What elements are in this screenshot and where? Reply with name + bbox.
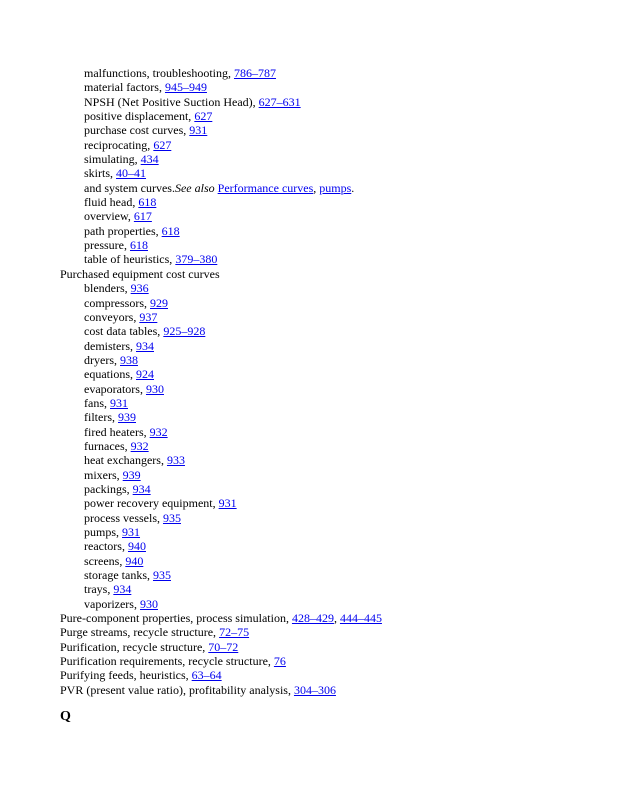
entry-text: screens, xyxy=(84,553,126,568)
page-ref-link[interactable]: 627–631 xyxy=(258,94,301,109)
index-subentry xyxy=(0,281,635,295)
entry-text: reciprocating, xyxy=(84,137,154,152)
index-subentry xyxy=(0,252,635,266)
page-ref-link[interactable]: 930 xyxy=(145,381,164,396)
entry-text: material factors, xyxy=(84,80,165,95)
page-ref-link[interactable]: 304–306 xyxy=(293,682,336,697)
entry-text: heat exchangers, xyxy=(84,453,167,468)
entry-text: Pure-component properties, process simulation, xyxy=(60,611,292,626)
index-subentry xyxy=(0,468,635,482)
index-subentry xyxy=(0,511,635,525)
page-ref-link[interactable]: 945–949 xyxy=(164,80,207,95)
entry-text: packings, xyxy=(84,481,133,496)
entry-text: conveyors, xyxy=(84,309,140,324)
page-ref-link[interactable]: 618 xyxy=(129,238,148,253)
page-ref-link[interactable]: 933 xyxy=(166,453,185,468)
page-ref-link[interactable]: 618 xyxy=(138,195,157,210)
index-subentry xyxy=(0,525,635,539)
page-ref-link[interactable]: 936 xyxy=(130,281,149,296)
entry-text: pumps, xyxy=(84,525,123,539)
index-subentry xyxy=(0,539,635,553)
entry-trail: . xyxy=(351,180,355,195)
index-subentry xyxy=(0,597,635,611)
entry-text: Purge streams, recycle structure, xyxy=(60,625,220,640)
index-subentry xyxy=(0,296,635,310)
page-ref-link[interactable]: 40–41 xyxy=(116,166,147,181)
entry-text: pressure, xyxy=(84,238,130,253)
entry-text: fired heaters, xyxy=(84,424,150,439)
index-subentry xyxy=(0,382,635,396)
index-subentry xyxy=(0,66,635,80)
index-entry xyxy=(0,640,635,654)
entry-text: compressors, xyxy=(84,295,150,310)
index-subentry xyxy=(0,582,635,596)
entry-text: positive displacement, xyxy=(84,109,195,124)
page-ref-link[interactable]: 940 xyxy=(127,539,146,554)
page-ref-link[interactable]: 932 xyxy=(149,424,168,439)
page-ref-link[interactable]: 940 xyxy=(125,553,144,568)
index-subentry xyxy=(0,95,635,109)
entry-text: simulating, xyxy=(84,152,141,167)
entry-text: purchase cost curves, xyxy=(84,123,190,138)
index-subentry xyxy=(0,138,635,152)
page-ref-link[interactable]: 930 xyxy=(139,596,158,611)
page-ref-link[interactable]: 379–380 xyxy=(175,252,218,267)
page-ref-link[interactable]: 428–429 xyxy=(291,611,334,626)
page-ref-link[interactable]: 786–787 xyxy=(233,66,276,80)
entry-text: NPSH (Net Positive Suction Head), xyxy=(84,94,259,109)
page-ref-link[interactable]: 935 xyxy=(162,510,181,525)
entry-text: equations, xyxy=(84,367,136,382)
see-also-label: See also xyxy=(174,180,215,195)
entry-text: table of heuristics, xyxy=(84,252,176,267)
index-entry xyxy=(0,654,635,668)
page-ref-link[interactable]: 924 xyxy=(136,367,154,382)
entry-text: dryers, xyxy=(84,352,120,367)
entry-text: storage tanks, xyxy=(84,568,153,583)
index-subentry xyxy=(0,224,635,238)
index-subentry xyxy=(0,439,635,453)
entry-text: PVR (present value ratio), profitability analysis, xyxy=(60,682,294,697)
page-ref-link[interactable]: 931 xyxy=(189,123,208,138)
index-entry xyxy=(0,683,635,697)
entry-text: cost data tables, xyxy=(84,324,164,339)
page-ref-link[interactable]: 931 xyxy=(110,395,128,410)
entry-text: mixers, xyxy=(84,467,123,482)
index-entry xyxy=(0,267,635,281)
index-subentry xyxy=(0,367,635,381)
entry-text: process vessels, xyxy=(84,510,163,525)
index-subentry xyxy=(0,453,635,467)
entry-text: fans, xyxy=(84,395,110,410)
entry-text: skirts, xyxy=(84,166,117,181)
index-subentry xyxy=(0,410,635,424)
page-ref-link[interactable]: 937 xyxy=(139,309,158,324)
page-ref-link[interactable]: 939 xyxy=(118,410,136,425)
page-ref-link[interactable]: 627 xyxy=(153,137,172,152)
page-ref-link[interactable]: 939 xyxy=(122,467,141,482)
page-ref-link[interactable]: pumps xyxy=(319,180,352,195)
index-entry xyxy=(0,625,635,639)
page-ref-link[interactable]: 63–64 xyxy=(191,668,222,683)
page-ref-link[interactable]: 627 xyxy=(194,109,213,124)
page-ref-link[interactable]: 931 xyxy=(122,525,141,539)
entry-text: filters, xyxy=(84,410,118,425)
entry-text: and system curves. xyxy=(84,180,175,195)
index-entry: Pure-component properties, process simulation, 428–429, 444–445 xyxy=(60,611,382,626)
index-subentry: and system curves.See also Performance curves, pumps. xyxy=(84,180,355,195)
entry-text: furnaces, xyxy=(84,438,131,453)
entry-text: path properties, xyxy=(84,223,162,238)
index-subentry xyxy=(0,238,635,252)
entry-text: blenders, xyxy=(84,281,131,296)
page-ref-link[interactable]: 934 xyxy=(132,481,151,496)
index-subentry xyxy=(0,482,635,496)
entry-text: demisters, xyxy=(84,338,136,353)
entry-text: power recovery equipment, xyxy=(84,496,219,511)
index-subentry xyxy=(0,324,635,338)
page-ref-link[interactable]: 929 xyxy=(150,295,168,310)
page-ref-link[interactable]: 618 xyxy=(161,223,180,238)
page-ref-link[interactable]: 934 xyxy=(136,338,154,353)
entry-text: trays, xyxy=(84,582,114,597)
index-subentry xyxy=(0,554,635,568)
page-ref-link[interactable]: 70–72 xyxy=(208,639,239,654)
entry-text: Purification requirements, recycle structure, xyxy=(60,654,274,669)
index-subentry xyxy=(0,568,635,582)
page-ref-link[interactable]: 932 xyxy=(130,438,149,453)
index-subentry xyxy=(0,123,635,137)
page-ref-link[interactable]: 434 xyxy=(140,152,159,167)
entry-text: Purifying feeds, heuristics, xyxy=(60,668,192,683)
entry-text: vaporizers, xyxy=(84,596,140,611)
page-ref-link[interactable]: 444–445 xyxy=(339,611,382,626)
index-subentry xyxy=(0,152,635,166)
entry-text: Purchased equipment cost curves xyxy=(60,266,220,281)
index-subentry xyxy=(0,209,635,223)
entry-text: fluid head, xyxy=(84,195,139,210)
index-subentry xyxy=(0,339,635,353)
index-subentry xyxy=(0,195,635,209)
index-subentry xyxy=(0,310,635,324)
index-list xyxy=(0,66,635,697)
index-entry xyxy=(0,668,635,682)
entry-text: evaporators, xyxy=(84,381,146,396)
index-subentry xyxy=(0,496,635,510)
page-ref-link[interactable]: 931 xyxy=(218,496,237,511)
page-ref-link[interactable]: 617 xyxy=(133,209,152,224)
index-subentry xyxy=(0,425,635,439)
page-ref-link[interactable]: Performance curves xyxy=(217,180,314,195)
index-subentry xyxy=(0,353,635,367)
entry-text: malfunctions, troubleshooting, xyxy=(84,66,234,80)
page-ref-link[interactable]: 76 xyxy=(273,654,286,669)
index-subentry xyxy=(0,80,635,94)
entry-text: reactors, xyxy=(84,539,128,554)
page-ref-link[interactable]: 938 xyxy=(120,352,138,367)
page-ref-link[interactable]: 935 xyxy=(152,568,171,583)
index-subentry xyxy=(0,396,635,410)
entry-text: overview, xyxy=(84,209,134,224)
section-letter: Q xyxy=(60,709,71,724)
page-ref-link[interactable]: 934 xyxy=(113,582,132,597)
entry-text: Purification, recycle structure, xyxy=(60,639,209,654)
page-ref-link[interactable]: 72–75 xyxy=(219,625,250,640)
index-subentry xyxy=(0,166,635,180)
page-ref-link[interactable]: 925–928 xyxy=(163,324,206,339)
index-subentry xyxy=(0,109,635,123)
